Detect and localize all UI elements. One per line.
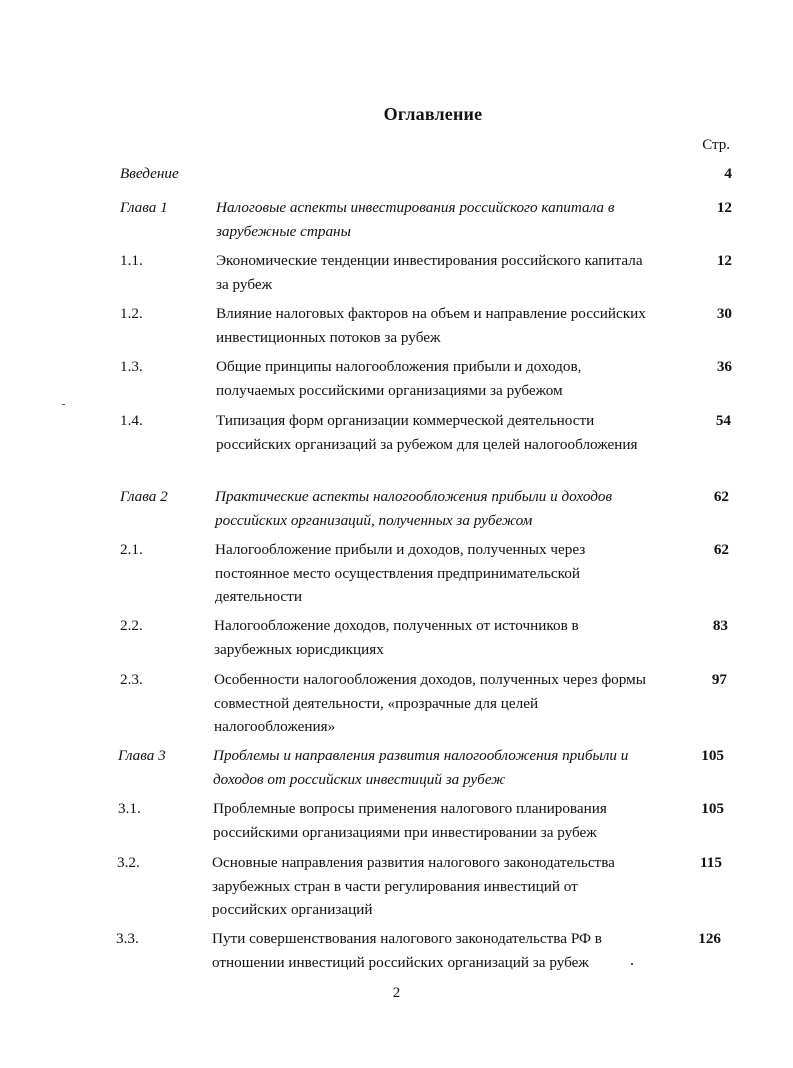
- toc-entry-number: 3.2.: [117, 854, 140, 871]
- toc-entry-page: 36: [716, 358, 732, 375]
- toc-entry-title: Особенности налогообложения доходов, полученных через формы совместной деятельности, «прозрачные для целей налогообложения»: [214, 671, 646, 735]
- toc-entry-number: Глава 1: [120, 199, 168, 216]
- toc-entry-number: Глава 2: [120, 488, 168, 505]
- toc-entry-number: 2.1.: [120, 541, 143, 558]
- scan-speck: [62, 404, 65, 405]
- toc-entry-title: Основные направления развития налогового законодательства зарубежных стран в части регулирования инвестиций от российских организаций: [212, 854, 615, 918]
- toc-entry-title: Налогообложение прибыли и доходов, полученных через постоянное место осуществления предпринимательской деятельности: [215, 541, 586, 605]
- toc-entry-page: 30: [716, 305, 732, 322]
- toc-entry-number: 3.1.: [118, 800, 141, 817]
- toc-entry-number: Введение: [120, 165, 179, 182]
- toc-entry-page: 97: [711, 671, 727, 688]
- toc-entry-number: 2.2.: [120, 617, 143, 634]
- toc-entry-title: Общие принципы налогообложения прибыли и доходов, получаемых российскими организациями за рубежом: [216, 358, 582, 399]
- toc-entry-page: 115: [700, 854, 722, 871]
- toc-entry-page: 62: [713, 488, 729, 505]
- toc-entry-number: 1.4.: [120, 412, 143, 429]
- page-column-label: Стр.: [702, 137, 730, 153]
- toc-entry-number: 3.3.: [116, 930, 139, 947]
- toc-entry-title: Влияние налоговых факторов на объем и направление российских инвестиционных потоков за рубеж: [216, 305, 646, 346]
- toc-entry-title: Пути совершенствования налогового законодательства РФ в отношении инвестиций российских организаций за рубеж: [212, 930, 602, 971]
- toc-entry-page: 105: [701, 747, 724, 764]
- toc-entry-number: 1.1.: [120, 252, 143, 269]
- toc-entry-title: Налоговые аспекты инвестирования российского капитала в зарубежные страны: [216, 199, 615, 240]
- toc-entry-page: 105: [701, 800, 724, 817]
- page-title: Оглавление: [383, 104, 483, 124]
- toc-entry-title: Экономические тенденции инвестирования российского капитала за рубеж: [216, 252, 643, 293]
- toc-entry-title: Проблемные вопросы применения налогового планирования российскими организациями при инвестировании за рубеж: [213, 800, 607, 841]
- toc-entry-number: 1.2.: [120, 305, 143, 322]
- page-number: 2: [392, 985, 401, 1001]
- toc-entry-number: 1.3.: [120, 358, 143, 375]
- toc-entry-page: 83: [712, 617, 728, 634]
- toc-entry-title: Проблемы и направления развития налогообложения прибыли и доходов от российских инвестиций за рубеж: [213, 747, 629, 788]
- toc-entry-page: 54: [715, 412, 731, 429]
- toc-entry-page: 126: [698, 930, 721, 947]
- toc-entry-page: 62: [713, 541, 729, 558]
- toc-entry-number: 2.3.: [120, 671, 143, 688]
- toc-entry-title: Практические аспекты налогообложения прибыли и доходов российских организаций, полученных за рубежом: [215, 488, 613, 529]
- toc-entry-page: 4: [724, 165, 732, 182]
- scan-speck: [631, 963, 633, 965]
- toc-entry-number: Глава 3: [118, 747, 166, 764]
- toc-entry-title: Типизация форм организации коммерческой деятельности российских организаций за рубежом для целей налогообложения: [216, 412, 638, 453]
- toc-entry-page: 12: [716, 252, 732, 269]
- toc-entry-title: Налогообложение доходов, полученных от источников в зарубежных юрисдикциях: [214, 617, 579, 658]
- toc-entry-page: 12: [716, 199, 732, 216]
